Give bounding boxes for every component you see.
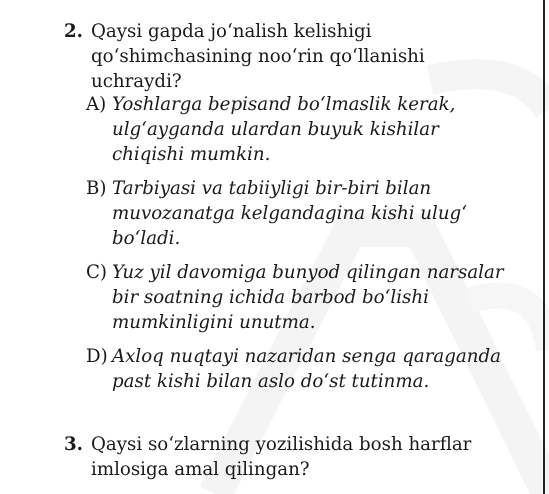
question-3	[64, 432, 514, 482]
question-number: 3.	[64, 434, 83, 455]
option-letter: D)	[86, 346, 108, 367]
option-text: Axloq nuqtayi nazaridan senga qaraganda past kishi bilan aslo do‘st tutinma.	[112, 346, 501, 392]
option-letter: B)	[86, 178, 107, 199]
question-text: Qaysi so‘zlarning yozilishida bosh harflar imlosiga amal qilingan?	[91, 434, 472, 480]
option-d[interactable]	[86, 344, 516, 394]
option-letter: A)	[86, 94, 107, 115]
option-c[interactable]	[86, 260, 516, 335]
option-letter: C)	[86, 262, 108, 283]
option-a[interactable]	[86, 92, 516, 167]
option-text: Yuz yil davomiga bunyod qilingan narsalar bir soatning ichida barbod bo‘lishi mumkinligini unutma.	[112, 262, 504, 333]
question-2	[64, 19, 514, 94]
answer-options	[86, 92, 516, 403]
question-text: Qaysi gapda jo‘nalish kelishigi qo‘shimchasining noo‘rin qo‘llanishi uchraydi?	[91, 21, 425, 92]
option-text: Yoshlarga bepisand bo‘lmaslik kerak, ulg‘ayganda ulardan buyuk kishilar chiqishi mumkin.	[112, 94, 456, 165]
page-edge-rule	[543, 0, 545, 494]
option-b[interactable]	[86, 176, 516, 251]
question-number: 2.	[64, 21, 83, 42]
option-text: Tarbiyasi va tabiiyligi bir-biri bilan muvozanatga kelgandagina kishi ulug‘ bo‘ladi.	[112, 178, 467, 249]
